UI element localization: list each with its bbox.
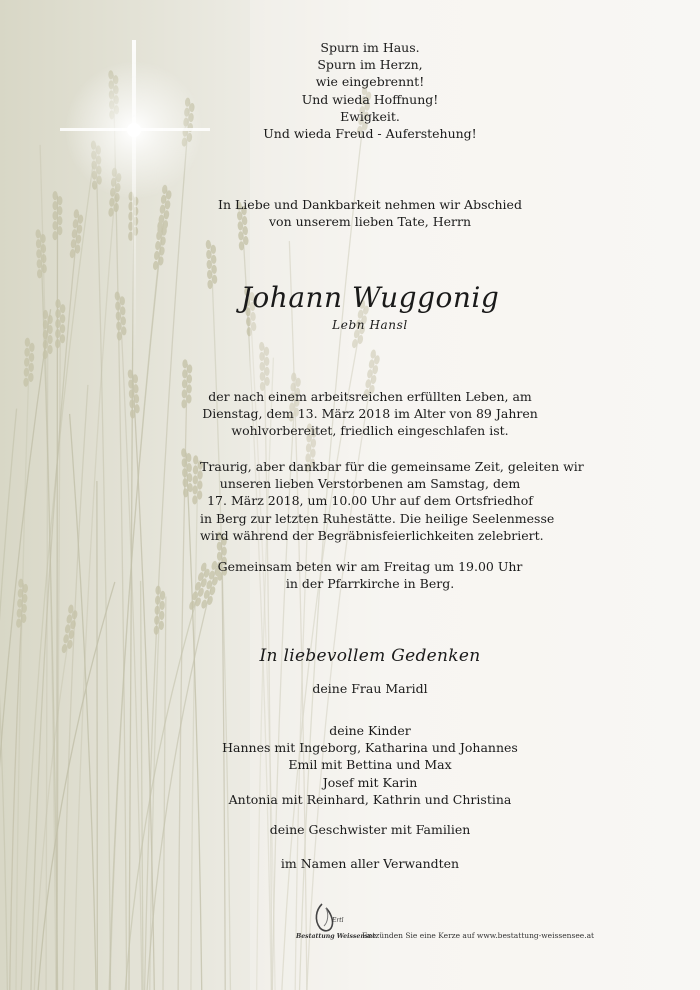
family-line: deine Kinder bbox=[329, 723, 411, 738]
text-line: Traurig, aber dankbar für die gemeinsame Zeit, geleiten wir bbox=[200, 459, 584, 474]
text-line: wird während der Begräbnisfeierlichkeiten zelebriert. bbox=[200, 527, 544, 543]
poem-line: Und wieda Freud - Auferstehung! bbox=[263, 126, 477, 142]
memory-heading: In liebevollem Gedenken bbox=[259, 646, 481, 666]
funeral-paragraph bbox=[200, 458, 584, 544]
family-relatives bbox=[200, 855, 540, 872]
svg-text:Ertl: Ertl bbox=[332, 917, 344, 924]
poem-line: Spurn im Herzn, bbox=[317, 57, 423, 73]
family-line: Emil mit Bettina und Max bbox=[288, 757, 452, 773]
poem-line: Spurn im Haus. bbox=[320, 40, 420, 55]
poem-line: wie eingebrennt! bbox=[315, 74, 425, 90]
text-line: 17. März 2018, um 10.00 Uhr auf dem Ortsfriedhof bbox=[207, 493, 533, 509]
family-wife bbox=[200, 680, 540, 697]
text-line: unseren lieben Verstorbenen am Samstag, dem bbox=[219, 476, 521, 492]
poem-line: Und wieda Hoffnung! bbox=[301, 91, 439, 107]
poem-line: Ewigkeit. bbox=[340, 108, 400, 124]
text-line: wohlvorbereitet, friedlich eingeschlafen ist. bbox=[231, 423, 509, 439]
intro-line: In Liebe und Dankbarkeit nehmen wir Abschied bbox=[218, 197, 522, 212]
text-line: in der Pfarrkirche in Berg. bbox=[285, 576, 455, 592]
family-children bbox=[200, 722, 540, 808]
deceased-name: Johann Wuggonig bbox=[240, 281, 500, 314]
text-line: der nach einem arbeitsreichen erfüllten Leben, am bbox=[208, 389, 532, 404]
funeral-home-logo bbox=[296, 898, 377, 946]
svg-text:Bestattung Weissensee: Bestattung Weissensee bbox=[296, 933, 377, 940]
family-line: im Namen aller Verwandten bbox=[280, 856, 460, 871]
text-line: in Berg zur letzten Ruhestätte. Die heilige Seelenmesse bbox=[200, 510, 555, 526]
family-line: deine Geschwister mit Familien bbox=[269, 822, 471, 837]
intro-line: von unserem lieben Tate, Herrn bbox=[268, 214, 472, 230]
text-line: Gemeinsam beten wir am Freitag um 19.00 Uhr bbox=[217, 559, 523, 574]
intro-text bbox=[200, 196, 540, 230]
family-siblings bbox=[200, 821, 540, 838]
family-line: Hannes mit Ingeborg, Katharina und Johannes bbox=[222, 740, 518, 756]
footer bbox=[296, 898, 606, 946]
poem bbox=[200, 39, 540, 142]
deceased-nickname: Lebn Hansl bbox=[332, 318, 408, 332]
prayer-paragraph bbox=[200, 558, 540, 592]
text-line: Dienstag, dem 13. März 2018 im Alter von 89 Jahren bbox=[202, 406, 538, 422]
death-paragraph bbox=[200, 388, 540, 440]
family-line: deine Frau Maridl bbox=[312, 681, 428, 696]
family-line: Antonia mit Reinhard, Kathrin und Christina bbox=[228, 791, 512, 807]
footer-link-text[interactable]: Entzünden Sie eine Kerze auf www.bestattung-weissensee.at bbox=[362, 931, 595, 940]
family-line: Josef mit Karin bbox=[322, 774, 418, 790]
